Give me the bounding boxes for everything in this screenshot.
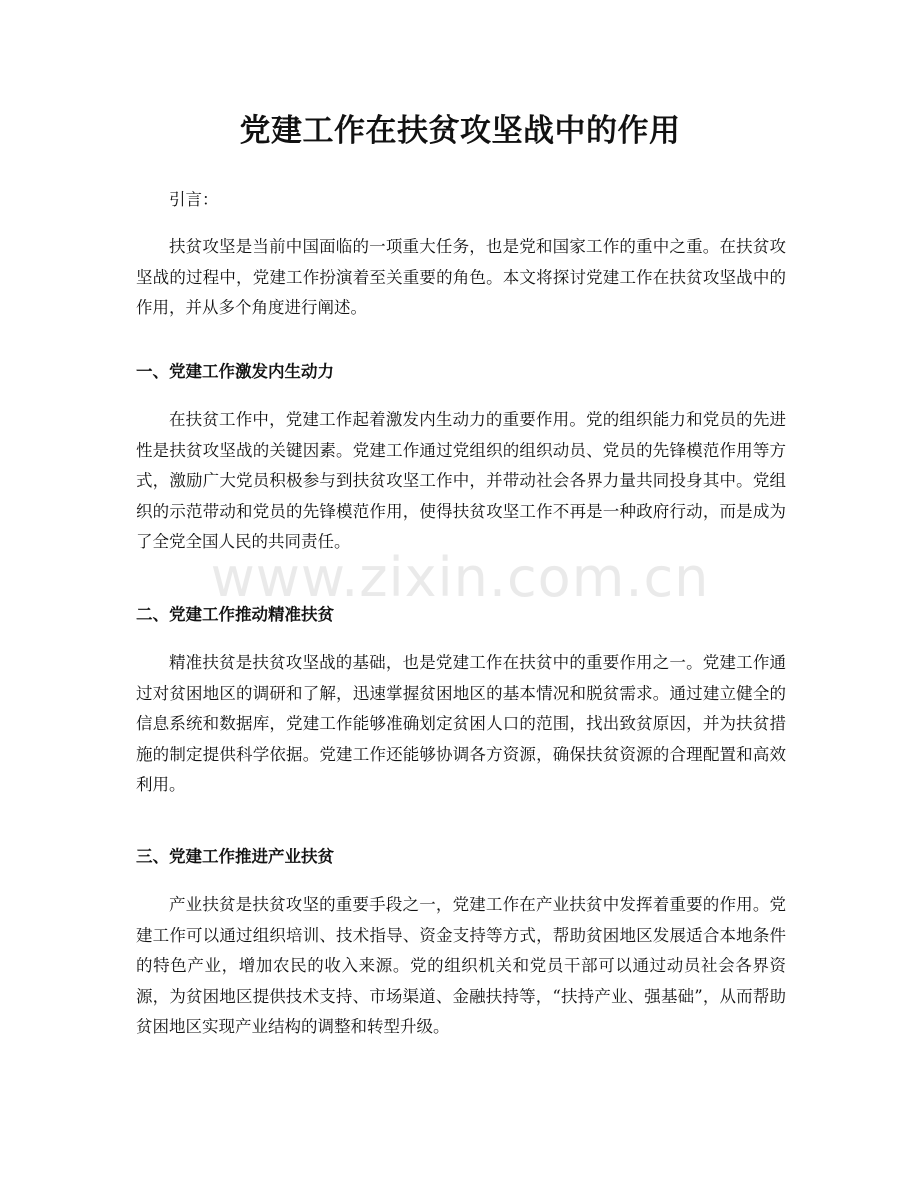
intro-paragraph: 扶贫攻坚是当前中国面临的一项重大任务，也是党和国家工作的重中之重。在扶贫攻坚战的过程中，党建工作扮演着至关重要的角色。本文将探讨党建工作在扶贫攻坚战中的作用，并从多个角度进行阐述。 [136,237,786,317]
section-1-paragraph: 在扶贫工作中，党建工作起着激发内生动力的重要作用。党的组织能力和党员的先进性是扶贫攻坚战的关键因素。党建工作通过党组织的组织动员、党员的先锋模范作用等方式，激励广大党员积极参与到扶贫攻坚工作中，并带动社会各界力量共同投身其中。党组织的示范带动和党员的先锋模范作用，使得扶贫攻坚工作不再是一种政府行动，而是成为了全党全国人民的共同责任。 [136,410,786,551]
section-2-paragraph: 精准扶贫是扶贫攻坚战的基础，也是党建工作在扶贫中的重要作用之一。党建工作通过对贫困地区的调研和了解，迅速掌握贫困地区的基本情况和脱贫需求。通过建立健全的信息系统和数据库，党建工作能够准确划定贫困人口的范围，找出致贫原因，并为扶贫措施的制定提供科学依据。党建工作还能够协调各方资源，确保扶贫资源的合理配置和高效利用。 [136,653,786,794]
document-title: 党建工作在扶贫攻坚战中的作用 [239,113,681,149]
section-3-heading: 三、党建工作推进产业扶贫 [136,847,334,866]
intro-label: 引言： [169,190,219,209]
section-1-heading: 一、党建工作激发内生动力 [136,362,334,381]
watermark: www.zixin.com.cn [210,546,710,609]
section-2-heading: 二、党建工作推动精准扶贫 [136,605,334,624]
section-3-paragraph: 产业扶贫是扶贫攻坚的重要手段之一，党建工作在产业扶贫中发挥着重要的作用。党建工作可以通过组织培训、技术指导、资金支持等方式，帮助贫困地区发展适合本地条件的特色产业，增加农民的收入来源。党的组织机关和党员干部可以通过动员社会各界资源，为贫困地区提供技术支持、市场渠道、金融扶持等，“扶持产业、强基础”，从而帮助贫困地区实现产业结构的调整和转型升级。 [136,895,786,1036]
